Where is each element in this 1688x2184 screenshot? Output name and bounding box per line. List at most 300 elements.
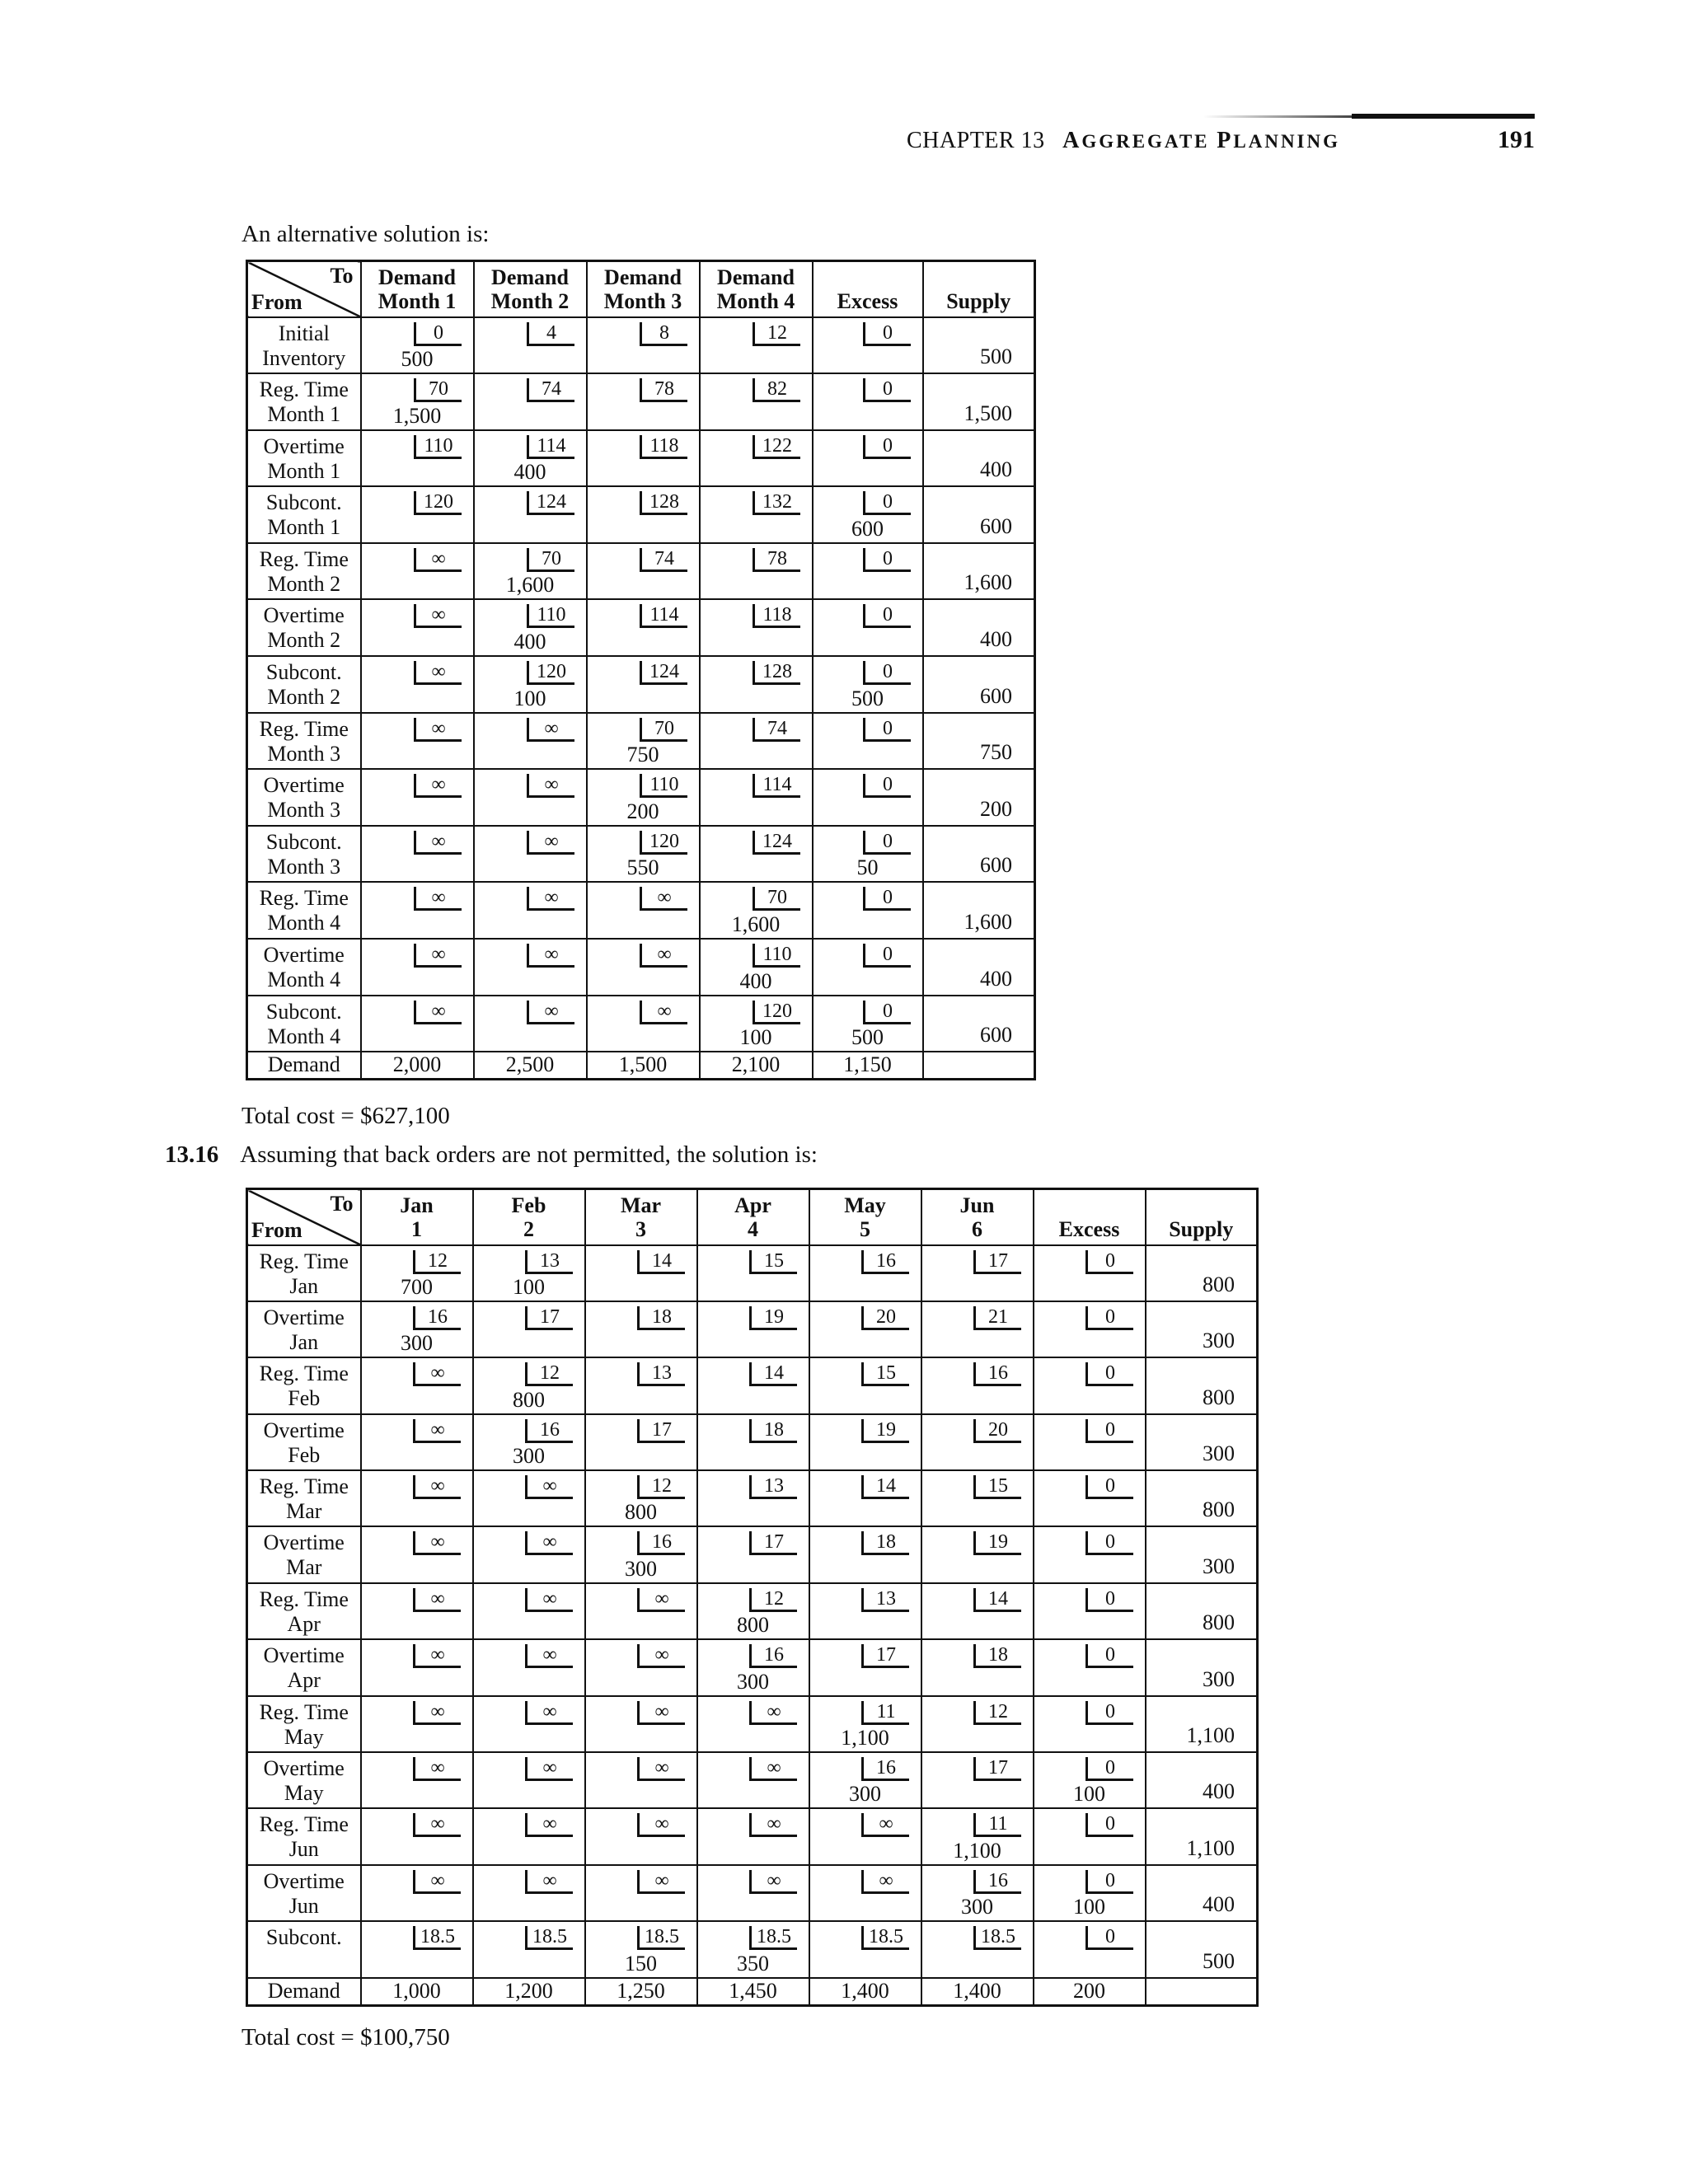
column-header-line: 2 xyxy=(523,1216,534,1241)
allocation: 800 xyxy=(625,1500,657,1525)
unit-cost: ∞ xyxy=(413,1701,461,1725)
cost-cell xyxy=(809,1526,921,1582)
column-header-line: Jun xyxy=(959,1193,995,1217)
cost-cell xyxy=(813,939,923,996)
supply-cell xyxy=(1146,1921,1258,1977)
supply-cell xyxy=(923,939,1035,996)
unit-cost: 0 xyxy=(1085,1362,1133,1386)
unit-cost: 114 xyxy=(640,604,687,628)
unit-cost: ∞ xyxy=(640,887,687,911)
column-header xyxy=(361,1189,473,1245)
cost-cell xyxy=(585,1639,697,1695)
allocation: 1,600 xyxy=(505,573,555,598)
cost-cell xyxy=(921,1245,1034,1301)
cost-cell xyxy=(587,599,700,656)
cost-cell xyxy=(697,1808,809,1864)
row-label-line: Subcont. xyxy=(265,660,342,685)
unit-cost: 132 xyxy=(753,491,800,515)
column-header-line: Demand xyxy=(378,265,456,289)
cost-cell xyxy=(809,1808,921,1864)
row-label xyxy=(247,373,361,430)
unit-cost: ∞ xyxy=(413,1475,461,1499)
cost-cell xyxy=(813,826,923,883)
supply-cell xyxy=(923,882,1035,939)
row-label-line: Reg. Time xyxy=(259,546,349,571)
unit-cost: 11 xyxy=(973,1813,1021,1837)
cost-cell xyxy=(697,1470,809,1526)
corner-cell xyxy=(247,261,361,317)
unit-cost: 18.5 xyxy=(973,1926,1021,1950)
unit-cost: 120 xyxy=(753,1001,800,1024)
row-label xyxy=(247,1526,361,1582)
unit-cost: 0 xyxy=(863,887,911,911)
unit-cost: 15 xyxy=(973,1475,1021,1499)
row-label-line: Reg. Time xyxy=(259,1249,349,1273)
allocation: 150 xyxy=(625,1951,657,1975)
cost-cell xyxy=(361,882,474,939)
supply-cell xyxy=(923,430,1035,487)
unit-cost: 21 xyxy=(973,1306,1021,1330)
unit-cost: ∞ xyxy=(413,1419,461,1443)
unit-cost: ∞ xyxy=(525,1644,573,1668)
unit-cost: 74 xyxy=(753,718,800,742)
cost-cell xyxy=(361,1752,473,1808)
unit-cost: 0 xyxy=(1085,1419,1133,1443)
cost-cell xyxy=(361,317,474,374)
allocation: 300 xyxy=(849,1782,881,1807)
unit-cost: 13 xyxy=(861,1588,909,1612)
supply-cell xyxy=(1146,1583,1258,1639)
unit-cost: 16 xyxy=(637,1531,685,1555)
cost-cell xyxy=(587,656,700,713)
cost-cell xyxy=(921,1865,1034,1921)
unit-cost: 0 xyxy=(863,378,911,402)
row-label-line: Overtime xyxy=(263,603,345,628)
allocation: 300 xyxy=(513,1444,545,1469)
unit-cost: 0 xyxy=(1085,1306,1133,1330)
unit-cost: 18.5 xyxy=(413,1926,461,1950)
total-cost-1: Total cost = $627,100 xyxy=(241,1103,450,1129)
unit-cost: ∞ xyxy=(527,831,574,855)
supply-value: 400 xyxy=(1203,1779,1235,1804)
unit-cost: 78 xyxy=(640,378,687,402)
allocation: 100 xyxy=(513,1274,545,1299)
unit-cost: 4 xyxy=(527,322,574,346)
unit-cost: 110 xyxy=(753,944,800,968)
supply-value: 300 xyxy=(1203,1441,1235,1466)
supply-cell xyxy=(1146,1752,1258,1808)
cost-cell xyxy=(813,882,923,939)
allocation: 800 xyxy=(737,1613,769,1638)
supply-cell xyxy=(1146,1470,1258,1526)
column-header xyxy=(700,261,813,317)
unit-cost: ∞ xyxy=(640,944,687,968)
allocation: 200 xyxy=(626,799,659,823)
unit-cost: 16 xyxy=(973,1362,1021,1386)
table-row xyxy=(247,882,1035,939)
column-header-line: Demand xyxy=(604,265,682,289)
row-label-line: Reg. Time xyxy=(259,1474,349,1499)
cost-cell xyxy=(473,1301,585,1357)
cost-cell xyxy=(921,1301,1034,1357)
column-header-line: 1 xyxy=(411,1216,422,1241)
row-label-line: Jan xyxy=(289,1329,319,1354)
cost-cell xyxy=(361,599,474,656)
cost-cell xyxy=(361,1583,473,1639)
row-label xyxy=(247,1808,361,1864)
row-label-line: Overtime xyxy=(263,434,345,458)
unit-cost: ∞ xyxy=(413,1588,461,1612)
row-label xyxy=(247,430,361,487)
supply-cell xyxy=(1146,1808,1258,1864)
chapter-title: AGGREGATE PLANNING xyxy=(1062,128,1341,153)
cost-cell xyxy=(1034,1696,1146,1752)
cost-cell xyxy=(473,1865,585,1921)
unit-cost: ∞ xyxy=(637,1870,685,1894)
question-13-16 xyxy=(165,1141,818,1169)
allocation: 1,100 xyxy=(841,1726,889,1750)
supply-cell xyxy=(923,543,1035,600)
unit-cost: 19 xyxy=(749,1306,797,1330)
cost-cell xyxy=(809,1696,921,1752)
unit-cost: 0 xyxy=(1085,1870,1133,1894)
cost-cell xyxy=(585,1526,697,1582)
unit-cost: 14 xyxy=(637,1250,685,1274)
demand-value: 2,100 xyxy=(700,1052,813,1079)
unit-cost: 124 xyxy=(753,831,800,855)
unit-cost: 128 xyxy=(753,661,800,685)
row-label xyxy=(247,1921,361,1977)
cost-cell xyxy=(361,543,474,600)
supply-value: 200 xyxy=(980,796,1012,821)
allocation: 100 xyxy=(739,1025,772,1050)
unit-cost: ∞ xyxy=(637,1813,685,1837)
unit-cost: ∞ xyxy=(527,1001,574,1024)
supply-value: 750 xyxy=(980,740,1012,765)
row-label-line: Reg. Time xyxy=(259,1361,349,1386)
row-label-line: Mar xyxy=(286,1499,322,1524)
column-header-line: Demand xyxy=(491,265,569,289)
cost-cell xyxy=(361,1301,473,1357)
unit-cost: 70 xyxy=(414,378,462,402)
column-header-line: Supply xyxy=(946,288,1011,313)
row-label-line: Overtime xyxy=(263,1756,345,1781)
allocation: 300 xyxy=(401,1331,433,1356)
table-row xyxy=(247,486,1035,543)
unit-cost: 14 xyxy=(861,1475,909,1499)
demand-blank xyxy=(923,1052,1035,1079)
cost-cell xyxy=(361,1357,473,1413)
cost-cell xyxy=(1034,1470,1146,1526)
row-label-line: Month 2 xyxy=(267,685,341,710)
cost-cell xyxy=(921,1752,1034,1808)
allocation: 1,500 xyxy=(392,403,442,428)
allocation: 300 xyxy=(737,1669,769,1694)
column-header-line: Apr xyxy=(734,1193,771,1217)
transportation-table-1 xyxy=(246,260,1036,1080)
column-header xyxy=(921,1189,1034,1245)
chapter-label: CHAPTER 13 xyxy=(907,128,1045,153)
row-label-line: Subcont. xyxy=(265,490,342,515)
unit-cost: 11 xyxy=(861,1701,909,1725)
unit-cost: 0 xyxy=(863,718,911,742)
cost-cell xyxy=(473,1808,585,1864)
cost-cell xyxy=(1034,1752,1146,1808)
unit-cost: ∞ xyxy=(749,1757,797,1781)
supply-value: 400 xyxy=(980,627,1012,652)
unit-cost: 0 xyxy=(863,322,911,346)
cost-cell xyxy=(1034,1526,1146,1582)
cost-cell xyxy=(473,1921,585,1977)
column-header xyxy=(923,261,1035,317)
supply-value: 800 xyxy=(1203,1272,1235,1296)
row-label-line: Apr xyxy=(287,1668,321,1693)
supply-cell xyxy=(1146,1639,1258,1695)
table-row xyxy=(247,656,1035,713)
unit-cost: 0 xyxy=(863,1001,911,1024)
unit-cost: 0 xyxy=(414,322,462,346)
table-row xyxy=(247,1301,1258,1357)
unit-cost: 110 xyxy=(640,774,687,798)
demand-label: Demand xyxy=(247,1978,361,2006)
unit-cost: 120 xyxy=(640,831,687,855)
unit-cost: 0 xyxy=(863,435,911,459)
column-header-line: Feb xyxy=(511,1193,546,1217)
question-text: Assuming that back orders are not permitted, the solution is: xyxy=(240,1141,818,1168)
unit-cost: ∞ xyxy=(525,1531,573,1555)
cost-cell xyxy=(697,1414,809,1470)
cost-cell xyxy=(813,656,923,713)
supply-cell xyxy=(923,996,1035,1052)
demand-value: 1,400 xyxy=(921,1978,1034,2006)
unit-cost: ∞ xyxy=(525,1813,573,1837)
cost-cell xyxy=(473,1357,585,1413)
unit-cost: 15 xyxy=(749,1250,797,1274)
demand-value: 1,500 xyxy=(587,1052,700,1079)
row-label-line: Month 4 xyxy=(267,911,341,935)
cost-cell xyxy=(813,769,923,826)
cost-cell xyxy=(361,1414,473,1470)
supply-value: 300 xyxy=(1203,1554,1235,1578)
cost-cell xyxy=(700,939,813,996)
cost-cell xyxy=(474,996,587,1052)
unit-cost: 13 xyxy=(637,1362,685,1386)
allocation: 500 xyxy=(851,686,884,710)
unit-cost: 12 xyxy=(973,1701,1021,1725)
unit-cost: ∞ xyxy=(525,1588,573,1612)
to-label: To xyxy=(330,1192,354,1216)
unit-cost: 110 xyxy=(414,435,462,459)
unit-cost: 18 xyxy=(973,1644,1021,1668)
unit-cost: 14 xyxy=(973,1588,1021,1612)
unit-cost: 0 xyxy=(863,604,911,628)
allocation: 400 xyxy=(513,460,546,485)
allocation: 50 xyxy=(856,855,879,880)
cost-cell xyxy=(700,769,813,826)
unit-cost: ∞ xyxy=(414,548,462,572)
allocation: 400 xyxy=(739,968,772,993)
unit-cost: 0 xyxy=(1085,1531,1133,1555)
row-label-line: Subcont. xyxy=(265,1925,342,1950)
unit-cost: 120 xyxy=(527,661,574,685)
row-label-line: Reg. Time xyxy=(259,1586,349,1611)
supply-value: 800 xyxy=(1203,1497,1235,1522)
unit-cost: ∞ xyxy=(637,1757,685,1781)
cost-cell xyxy=(809,1245,921,1301)
allocation: 350 xyxy=(737,1951,769,1975)
cost-cell xyxy=(585,1865,697,1921)
cost-cell xyxy=(361,656,474,713)
from-label: From xyxy=(251,289,302,314)
table-row xyxy=(247,1865,1258,1921)
table-row xyxy=(247,543,1035,600)
cost-cell xyxy=(700,599,813,656)
unit-cost: 17 xyxy=(973,1757,1021,1781)
unit-cost: 70 xyxy=(753,887,800,911)
column-header xyxy=(474,261,587,317)
unit-cost: 17 xyxy=(973,1250,1021,1274)
unit-cost: ∞ xyxy=(525,1475,573,1499)
cost-cell xyxy=(474,430,587,487)
demand-label: Demand xyxy=(247,1052,361,1079)
unit-cost: 18 xyxy=(749,1419,797,1443)
table-row xyxy=(247,1526,1258,1582)
header-rule xyxy=(1352,114,1535,119)
demand-value: 2,500 xyxy=(474,1052,587,1079)
cost-cell xyxy=(361,1696,473,1752)
cost-cell xyxy=(697,1696,809,1752)
cost-cell xyxy=(697,1301,809,1357)
cost-cell xyxy=(361,713,474,770)
supply-cell xyxy=(923,317,1035,374)
cost-cell xyxy=(813,486,923,543)
row-label-line: Initial xyxy=(278,321,330,345)
column-header xyxy=(361,261,474,317)
row-label xyxy=(247,1470,361,1526)
intro-text: An alternative solution is: xyxy=(241,221,490,247)
allocation: 550 xyxy=(626,855,659,880)
row-label xyxy=(247,656,361,713)
unit-cost: 0 xyxy=(1085,1588,1133,1612)
unit-cost: ∞ xyxy=(637,1644,685,1668)
unit-cost: 74 xyxy=(527,378,574,402)
unit-cost: 17 xyxy=(749,1531,797,1555)
column-header-line: May xyxy=(844,1193,886,1217)
cost-cell xyxy=(585,1696,697,1752)
supply-value: 300 xyxy=(1203,1329,1235,1353)
supply-cell xyxy=(923,599,1035,656)
row-label-line: Mar xyxy=(286,1555,322,1580)
unit-cost: 13 xyxy=(525,1250,573,1274)
row-label-line: Apr xyxy=(287,1611,321,1636)
unit-cost: ∞ xyxy=(413,1362,461,1386)
row-label-line: May xyxy=(284,1781,324,1806)
cost-cell xyxy=(587,543,700,600)
unit-cost: 18 xyxy=(861,1531,909,1555)
supply-value: 400 xyxy=(980,966,1012,991)
unit-cost: 17 xyxy=(637,1419,685,1443)
unit-cost: 110 xyxy=(527,604,574,628)
allocation: 1,100 xyxy=(953,1838,1001,1863)
unit-cost: 0 xyxy=(863,491,911,515)
unit-cost: ∞ xyxy=(749,1870,797,1894)
supply-cell xyxy=(1146,1301,1258,1357)
row-label-line: Overtime xyxy=(263,1530,345,1555)
column-header xyxy=(1034,1189,1146,1245)
row-label-line: Month 4 xyxy=(267,968,341,992)
unit-cost: 0 xyxy=(863,831,911,855)
table-row xyxy=(247,826,1035,883)
unit-cost: 16 xyxy=(861,1250,909,1274)
allocation: 300 xyxy=(961,1895,993,1919)
row-label-line: Overtime xyxy=(263,1418,345,1442)
cost-cell xyxy=(697,1639,809,1695)
unit-cost: 118 xyxy=(753,604,800,628)
cost-cell xyxy=(1034,1357,1146,1413)
column-header xyxy=(697,1189,809,1245)
supply-value: 500 xyxy=(980,344,1012,369)
cost-cell xyxy=(1034,1808,1146,1864)
column-header-line: Jan xyxy=(400,1193,434,1217)
row-label-line: Jun xyxy=(288,1893,319,1918)
cost-cell xyxy=(813,430,923,487)
row-label xyxy=(247,317,361,374)
table-row xyxy=(247,1414,1258,1470)
cost-cell xyxy=(587,430,700,487)
cost-cell xyxy=(474,317,587,374)
column-header xyxy=(809,1189,921,1245)
unit-cost: 0 xyxy=(1085,1757,1133,1781)
unit-cost: 74 xyxy=(640,548,687,572)
unit-cost: ∞ xyxy=(414,887,462,911)
row-label xyxy=(247,1357,361,1413)
unit-cost: 124 xyxy=(640,661,687,685)
table-row xyxy=(247,1752,1258,1808)
unit-cost: 0 xyxy=(1085,1475,1133,1499)
cost-cell xyxy=(587,939,700,996)
unit-cost: 0 xyxy=(1085,1701,1133,1725)
cost-cell xyxy=(361,769,474,826)
cost-cell xyxy=(700,882,813,939)
row-label xyxy=(247,1696,361,1752)
unit-cost: 19 xyxy=(861,1419,909,1443)
cost-cell xyxy=(473,1583,585,1639)
column-header-line: 3 xyxy=(635,1216,646,1241)
cost-cell xyxy=(585,1414,697,1470)
unit-cost: 17 xyxy=(525,1306,573,1330)
cost-cell xyxy=(1034,1245,1146,1301)
column-header-line: Month 4 xyxy=(716,288,795,313)
cost-cell xyxy=(700,996,813,1052)
demand-value: 1,450 xyxy=(697,1978,809,2006)
unit-cost: 124 xyxy=(527,491,574,515)
cost-cell xyxy=(585,1470,697,1526)
allocation: 500 xyxy=(851,1025,884,1050)
supply-value: 1,600 xyxy=(964,570,1012,595)
unit-cost: ∞ xyxy=(525,1870,573,1894)
unit-cost: 17 xyxy=(861,1644,909,1668)
row-label-line: Month 2 xyxy=(267,628,341,653)
cost-cell xyxy=(587,486,700,543)
row-label xyxy=(247,1583,361,1639)
cost-cell xyxy=(473,1696,585,1752)
unit-cost: ∞ xyxy=(527,887,574,911)
cost-cell xyxy=(473,1470,585,1526)
unit-cost: 20 xyxy=(861,1306,909,1330)
cost-cell xyxy=(1034,1414,1146,1470)
supply-cell xyxy=(923,373,1035,430)
cost-cell xyxy=(813,996,923,1052)
